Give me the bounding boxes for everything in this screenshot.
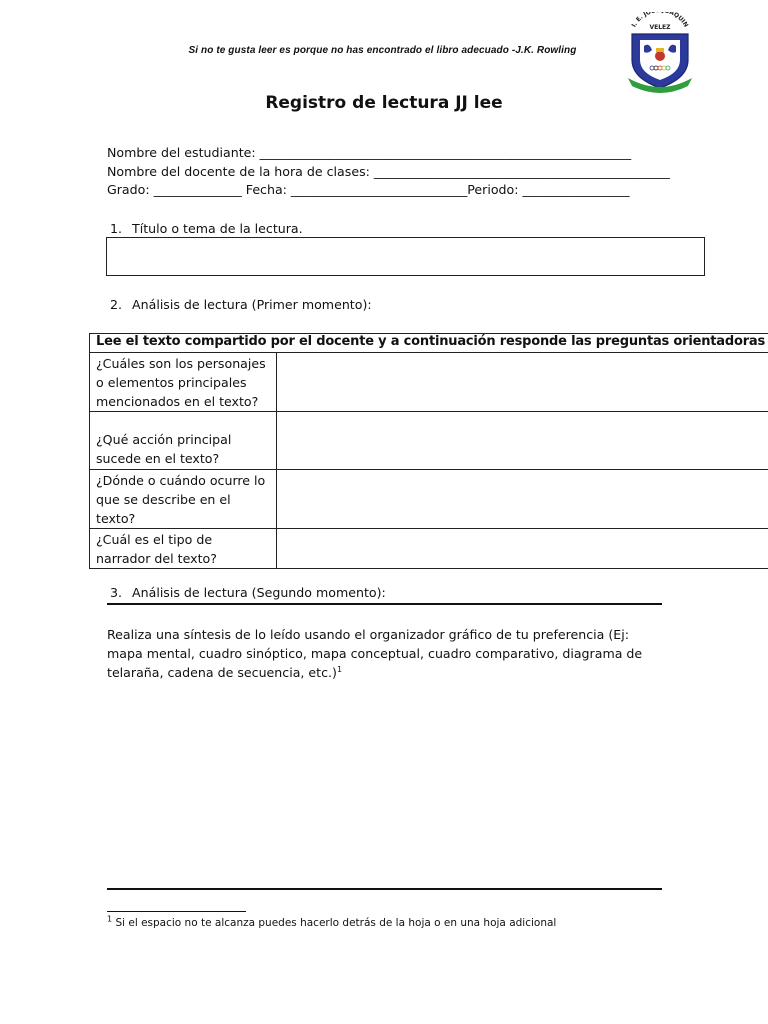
synthesis-instructions xyxy=(107,625,667,682)
footnote-reference: 1 xyxy=(336,664,343,674)
school-crest-logo xyxy=(622,12,698,94)
table-row xyxy=(90,470,768,529)
footnote-text: Si el espacio no te alcanza puedes hacerlo detrás de la hoja o en una hoja adicional xyxy=(115,917,557,929)
footnote xyxy=(107,914,557,929)
section-1-label: Título o tema de la lectura. xyxy=(132,221,303,236)
footnote-separator xyxy=(107,911,246,912)
synthesis-area-bottom-line xyxy=(107,888,662,890)
section-2-number: 2. xyxy=(110,297,123,312)
svg-text:I. E. JOSE JOAQUIN: I. E. JO AQUIN xyxy=(630,12,690,29)
document-title: Registro de lectura JJ lee xyxy=(265,93,503,113)
header-quote: Si no te gusta leer es porque no has encontrado el libro adecuado -J.K. Rowling xyxy=(188,45,577,56)
answer-cell[interactable] xyxy=(277,529,768,569)
svg-text:VELEZ: VELEZ xyxy=(649,24,671,31)
grade-date-period-field[interactable]: Grado: ______________ Fecha: ____________________________Periodo: _________________ xyxy=(107,182,630,197)
reading-title-input-box[interactable] xyxy=(106,237,705,276)
table-row xyxy=(90,353,768,412)
question-cell: ¿Cuáles son los personajes o elementos principales mencionados en el texto? xyxy=(90,353,277,412)
guiding-questions-table xyxy=(89,333,768,569)
footnote-mark: 1 xyxy=(107,914,113,924)
section-3-number: 3. xyxy=(110,585,123,600)
section-3-label: Análisis de lectura (Segundo momento): xyxy=(132,585,386,600)
table-header: Lee el texto compartido por el docente y a continuación responde las preguntas orientadoras xyxy=(90,334,768,353)
student-name-field[interactable]: Nombre del estudiante: ___________________________________________________________ xyxy=(107,145,632,160)
section-1-number: 1. xyxy=(110,221,123,236)
question-cell: ¿Qué acción principal sucede en el texto? xyxy=(90,412,277,470)
synthesis-text: Realiza una síntesis de lo leído usando el organizador gráfico de tu preferencia (Ej: mapa mental, cuadro sinóptico, mapa conceptual, cuadro comparativo, diagrama de telaraña, cadena de secuencia, etc.) xyxy=(107,627,643,680)
teacher-name-field[interactable]: Nombre del docente de la hora de clases: _______________________________________________ xyxy=(107,164,670,179)
section-2-label: Análisis de lectura (Primer momento): xyxy=(132,297,372,312)
question-cell: ¿Dónde o cuándo ocurre lo que se describe en el texto? xyxy=(90,470,277,529)
answer-cell[interactable] xyxy=(277,353,768,412)
table-row xyxy=(90,412,768,470)
question-cell: ¿Cuál es el tipo de narrador del texto? xyxy=(90,529,277,569)
answer-cell[interactable] xyxy=(277,470,768,529)
answer-cell[interactable] xyxy=(277,412,768,470)
table-row xyxy=(90,529,768,569)
section-3-underline xyxy=(107,603,662,605)
